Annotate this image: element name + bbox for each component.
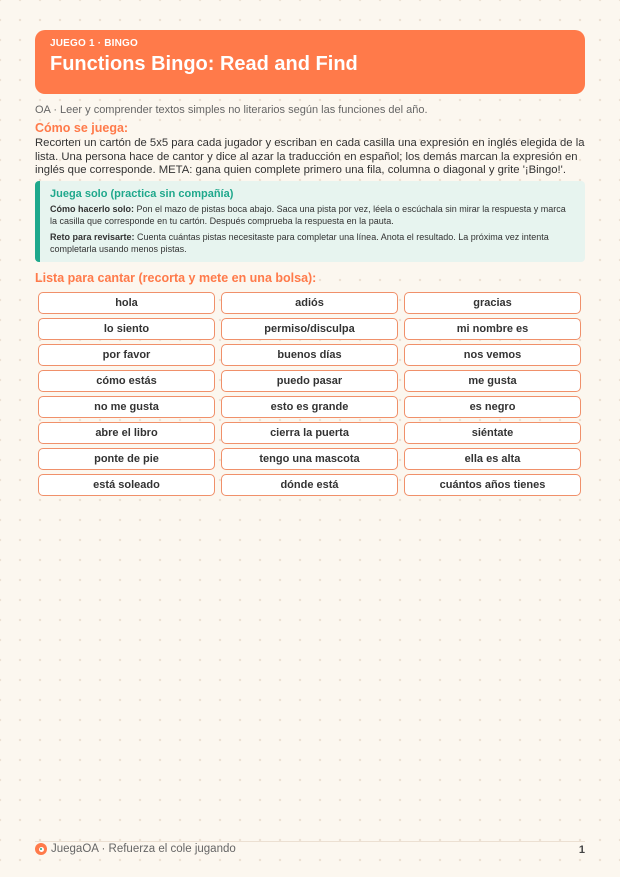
solo-how-label: Cómo hacerlo solo:: [50, 204, 135, 214]
list-item: adiós: [221, 292, 398, 314]
footer-divider: [35, 841, 585, 842]
list-item: hola: [38, 292, 215, 314]
calling-list-title: Lista para cantar (recorta y mete en una bolsa):: [35, 271, 317, 285]
list-item: no me gusta: [38, 396, 215, 418]
list-item: buenos días: [221, 344, 398, 366]
list-item: dónde está: [221, 474, 398, 496]
list-item: esto es grande: [221, 396, 398, 418]
list-item: me gusta: [404, 370, 581, 392]
calling-list-grid: [38, 292, 582, 496]
page-title: Functions Bingo: Read and Find: [50, 53, 358, 75]
list-item: está soleado: [38, 474, 215, 496]
howto-description: Recorten un cartón de 5x5 para cada jugador y escriban en cada casilla una expresión en inglés elegida de la lista. Una persona hace de cantor y dice al azar la traducción en español; los demás marcan la expresión en inglés que corresponde. META: gana quien complete primero una fila, columna o diagonal y grite '¡Bingo!'.: [35, 137, 585, 176]
footer-brand: JuegaOA · Refuerza el cole jugando: [51, 843, 236, 855]
brand-logo-icon: [35, 843, 47, 855]
list-item: tengo una mascota: [221, 448, 398, 470]
list-item: cómo estás: [38, 370, 215, 392]
page-number: 1: [578, 844, 585, 856]
list-item: por favor: [38, 344, 215, 366]
header-eyebrow: JUEGO 1 · BINGO: [50, 38, 139, 49]
solo-challenge-label: Reto para revisarte:: [50, 232, 135, 242]
solo-challenge-text: Cuenta cuántas pistas necesitaste para completar una línea. Anota el resultado. La próxima vez intenta completarla usando menos pistas.: [50, 232, 549, 254]
page-header: [35, 30, 585, 94]
solo-practice-box: [35, 181, 585, 262]
list-item: ella es alta: [404, 448, 581, 470]
list-item: mi nombre es: [404, 318, 581, 340]
howto-title: Cómo se juega:: [35, 121, 129, 135]
oa-objective: OA · Leer y comprender textos simples no literarios según las funciones del año.: [35, 104, 428, 116]
list-item: cuántos años tienes: [404, 474, 581, 496]
list-item: siéntate: [404, 422, 581, 444]
list-item: cierra la puerta: [221, 422, 398, 444]
solo-practice-title: Juega solo (practica sin compañía): [50, 188, 234, 200]
list-item: nos vemos: [404, 344, 581, 366]
footer: [35, 843, 236, 855]
list-item: permiso/disculpa: [221, 318, 398, 340]
list-item: es negro: [404, 396, 581, 418]
solo-how-paragraph: [50, 203, 575, 227]
list-item: lo siento: [38, 318, 215, 340]
solo-challenge-paragraph: [50, 231, 575, 255]
list-item: gracias: [404, 292, 581, 314]
list-item: puedo pasar: [221, 370, 398, 392]
solo-how-text: Pon el mazo de pistas boca abajo. Saca una pista por vez, léela o escúchala sin mirar la respuesta y marca la casilla que corresponde en tu cartón. Después comprueba la respuesta en la pauta.: [50, 204, 566, 226]
list-item: abre el libro: [38, 422, 215, 444]
list-item: ponte de pie: [38, 448, 215, 470]
